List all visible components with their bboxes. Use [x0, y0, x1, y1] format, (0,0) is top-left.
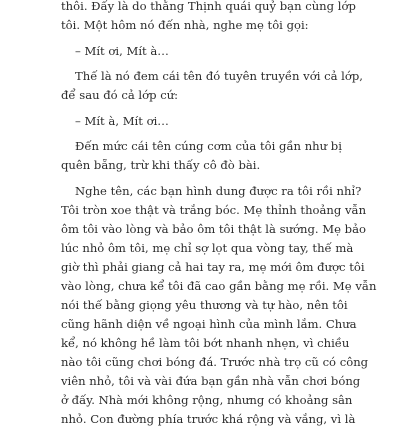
text-line: lúc nhỏ ôm tôi, mẹ chỉ sợ lọt qua vòng tay, thế mà — [61, 241, 354, 255]
text-line: thôi. Đấy là do thằng Thịnh quái quỷ bạn cùng lớp — [61, 0, 356, 13]
text-line: Đến mức cái tên cúng cơm của tôi gần như bị — [75, 139, 342, 153]
text-line: nào tôi cũng chơi bóng đá. Trước nhà trọ cũ có công — [61, 355, 369, 369]
text-line: – Mít à, Mít ơi… — [75, 114, 169, 128]
text-line: cũng hãnh diện về ngoại hình của mình lắm. Chưa — [61, 317, 357, 331]
text-line: quên bẵng, trừ khi thấy cô đò bài. — [61, 158, 261, 172]
text-line: viên nhỏ, tôi và vài đứa bạn gần nhà vẫn chơi bóng — [61, 374, 361, 388]
text-line: ôm tôi vào lòng và bảo ôm tôi thật là sướng. Mẹ bảo — [61, 222, 366, 236]
text-line: Nghe tên, các bạn hình dung được ra tôi rồi nhỉ? — [75, 184, 362, 198]
text-line: vào lòng, chưa kể tôi đã cao gần bằng mẹ rồi. Mẹ vẫn — [61, 279, 377, 293]
text-line: nhỏ. Con đường phía trước khá rộng và vắng, vì là — [61, 412, 356, 426]
text-line: Tôi tròn xoe thật và trắng bóc. Mẹ thỉnh thoảng vẫn — [61, 203, 367, 217]
text-line: tôi. Một hôm nó đến nhà, nghe mẹ tôi gọi: — [61, 18, 309, 32]
text-line: kể, nó không hề làm tôi bớt nhanh nhẹn, vì chiều — [61, 336, 350, 350]
text-line: nói thế bằng giọng yêu thương và tự hào, nên tôi — [61, 298, 348, 312]
text-line: Thế là nó đem cái tên đó tuyên truyền với cả lớp, — [75, 69, 363, 83]
text-line: để sau đó cả lớp cứ: — [61, 88, 179, 102]
text-line: ở đấy. Nhà mới không rộng, nhưng có khoảng sân — [61, 393, 353, 407]
text-line: giờ thì phải giang cả hai tay ra, mẹ mới ôm được tôi — [61, 260, 365, 274]
text-line: – Mít ơi, Mít à… — [75, 44, 169, 58]
